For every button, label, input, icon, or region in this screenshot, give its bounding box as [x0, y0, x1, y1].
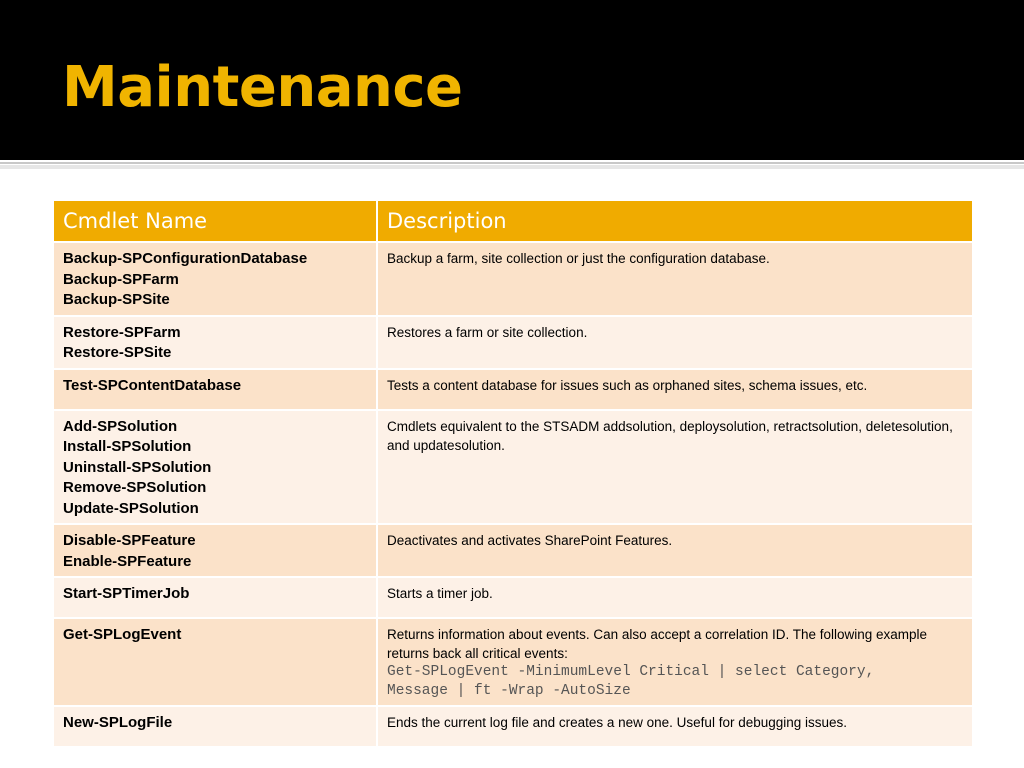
- cmdlet-name: Test-SPContentDatabase: [63, 376, 242, 394]
- cmdlet-description: Restores a farm or site collection.: [377, 316, 973, 369]
- slide-title: Maintenance: [62, 55, 463, 120]
- cmdlet-name: Get-SPLogEvent: [63, 626, 182, 643]
- cmdlet-name: Install-SPSolution: [63, 438, 192, 455]
- cmdlet-name: Disable-SPFeature: [63, 532, 196, 549]
- table-row: [53, 706, 973, 747]
- header-cmdlet-name: Cmdlet Name: [53, 200, 377, 242]
- cmdlet-name: Restore-SPSite: [63, 344, 172, 361]
- cmdlet-name: Backup-SPConfigurationDatabase: [63, 250, 308, 267]
- cmdlet-description: Deactivates and activates SharePoint Features.: [377, 524, 973, 577]
- cmdlet-description: Tests a content database for issues such as orphaned sites, schema issues, etc.: [377, 369, 973, 410]
- code-example-line: Message | ft -Wrap -AutoSize: [387, 683, 631, 699]
- title-bar: [0, 0, 1024, 160]
- table-row: [53, 577, 973, 618]
- table-row: [53, 242, 973, 316]
- cmdlet-name: Start-SPTimerJob: [63, 585, 190, 602]
- cmdlet-name-cell: [53, 706, 377, 747]
- code-example-line: Get-SPLogEvent -MinimumLevel Critical | select Category,: [387, 664, 875, 680]
- table-row: [53, 410, 973, 525]
- cmdlet-description-cell: [377, 618, 973, 706]
- table-row: [53, 316, 973, 369]
- cmdlet-name: Backup-SPSite: [63, 291, 170, 308]
- title-divider: [0, 162, 1024, 164]
- cmdlet-name: Remove-SPSolution: [63, 479, 207, 496]
- title-divider-shadow: [0, 165, 1024, 169]
- table-row: [53, 524, 973, 577]
- cmdlet-table: [52, 199, 974, 748]
- cmdlet-name-cell: [53, 618, 377, 706]
- cmdlet-description: Returns information about events. Can also accept a correlation ID. The following example returns back all critical events:: [387, 627, 928, 661]
- cmdlet-name-cell: [53, 577, 377, 618]
- cmdlet-name: Enable-SPFeature: [63, 552, 192, 570]
- cmdlet-description: Starts a timer job.: [377, 577, 973, 618]
- cmdlet-name: Uninstall-SPSolution: [63, 458, 212, 476]
- cmdlet-description: Backup a farm, site collection or just the configuration database.: [377, 242, 973, 316]
- cmdlet-description: Cmdlets equivalent to the STSADM addsolution, deploysolution, retractsolution, deletesolution, and updatesolution.: [377, 410, 973, 525]
- cmdlet-name: Update-SPSolution: [63, 499, 199, 517]
- cmdlet-name: Restore-SPFarm: [63, 323, 181, 341]
- table-header-row: [53, 200, 973, 242]
- cmdlet-name-cell: [53, 242, 377, 316]
- cmdlet-name-cell: [53, 410, 377, 525]
- cmdlet-description: Ends the current log file and creates a new one. Useful for debugging issues.: [377, 706, 973, 747]
- table-row: [53, 618, 973, 706]
- cmdlet-name: Backup-SPFarm: [63, 270, 179, 288]
- cmdlet-name-cell: [53, 316, 377, 369]
- table-row: [53, 369, 973, 410]
- cmdlet-name: New-SPLogFile: [63, 714, 173, 731]
- cmdlet-name-cell: [53, 524, 377, 577]
- cmdlet-name: Add-SPSolution: [63, 417, 178, 435]
- header-description: Description: [377, 200, 973, 242]
- cmdlet-name-cell: [53, 369, 377, 410]
